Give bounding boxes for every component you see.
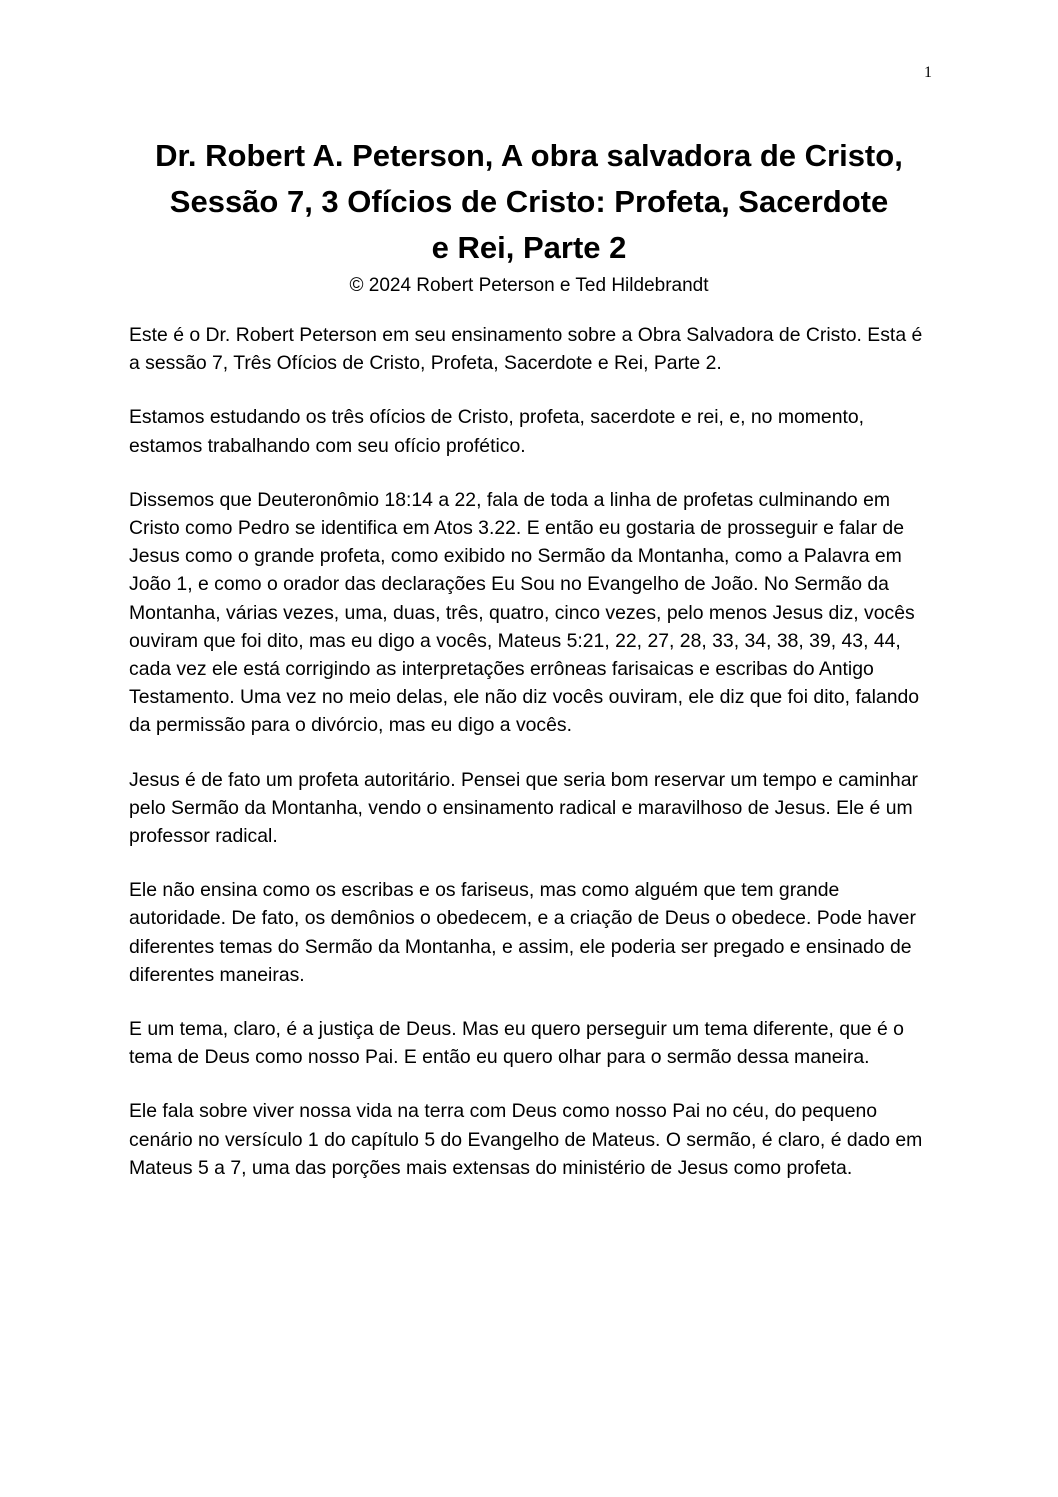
- paragraph: E um tema, claro, é a justiça de Deus. Mas eu quero perseguir um tema diferente, que é o tema de Deus como nosso Pai. E então eu quero olhar para o sermão dessa maneira.: [129, 1018, 904, 1069]
- page-number: 1: [924, 64, 932, 81]
- document-title: [100, 133, 958, 271]
- paragraph: Dissemos que Deuteronômio 18:14 a 22, fala de toda a linha de profetas culminando em Cristo como Pedro se identifica em Atos 3.22. E então eu gostaria de prosseguir e falar de Jesus como o grande profeta, como exibido no Sermão da Montanha, como a Palavra em João 1, e como o orador das declarações Eu Sou no Evangelho de João. No Sermão da Montanha, várias vezes, uma, duas, três, quatro, cinco vezes, pelo menos Jesus diz, vocês ouviram que foi dito, mas eu digo a vocês, Mateus 5:21, 22, 27, 28, 33, 34, 38, 39, 43, 44, cada vez ele está corrigindo as interpretações errôneas farisaicas e escribas do Antigo Testamento. Uma vez no meio delas, ele não diz vocês ouviram, ele diz que foi dito, falando da permissão para o divórcio, mas eu digo a vocês.: [129, 488, 920, 737]
- document-header: [100, 133, 958, 299]
- title-line-1: Dr. Robert A. Peterson, A obra salvadora de Cristo,: [155, 138, 903, 173]
- title-line-2: Sessão 7, 3 Ofícios de Cristo: Profeta, Sacerdote: [169, 184, 889, 219]
- paragraph: Ele não ensina como os escribas e os fariseus, mas como alguém que tem grande autoridade. De fato, os demônios o obedecem, e a criação de Deus o obedece. Pode haver diferentes temas do Sermão da Montanha, e assim, ele poderia ser pregado e ensinado de diferentes maneiras.: [129, 879, 916, 986]
- paragraph: Estamos estudando os três ofícios de Cristo, profeta, sacerdote e rei, e, no momento, estamos trabalhando com seu ofício profético.: [129, 406, 865, 457]
- paragraph: Ele fala sobre viver nossa vida na terra com Deus como nosso Pai no céu, do pequeno cenário no versículo 1 do capítulo 5 do Evangelho de Mateus. O sermão, é claro, é dado em Mateus 5 a 7, uma das porções mais extensas do ministério de Jesus como profeta.: [129, 1100, 923, 1179]
- paragraph: Este é o Dr. Robert Peterson em seu ensinamento sobre a Obra Salvadora de Cristo. Esta é a sessão 7, Três Ofícios de Cristo, Profeta, Sacerdote e Rei, Parte 2.: [129, 324, 923, 375]
- copyright-notice: © 2024 Robert Peterson e Ted Hildebrandt: [349, 275, 709, 296]
- title-line-3: e Rei, Parte 2: [431, 230, 627, 265]
- paragraph: Jesus é de fato um profeta autoritário. Pensei que seria bom reservar um tempo e caminhar pelo Sermão da Montanha, vendo o ensinamento radical e maravilhoso de Jesus. Ele é um professor radical.: [129, 768, 918, 848]
- document-body: [129, 321, 935, 1208]
